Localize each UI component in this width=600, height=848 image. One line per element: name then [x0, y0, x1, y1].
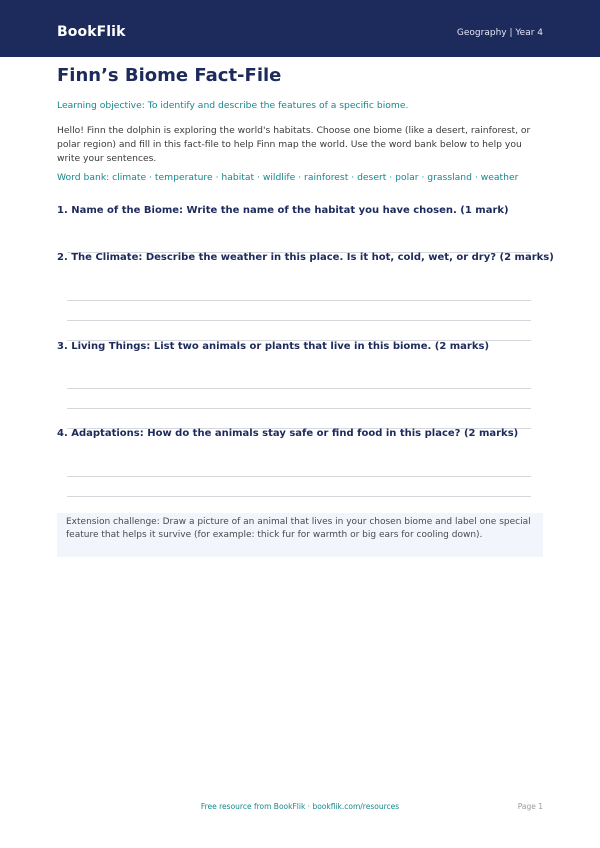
learning-objective: Learning objective: To identify and describe the features of a specific biome.: [57, 100, 409, 111]
answer-line[interactable]: [67, 496, 531, 497]
word-bank: Word bank: climate · temperature · habitat · wildlife · rainforest · desert · polar · grassland · weather: [57, 172, 519, 183]
answer-line[interactable]: [67, 388, 531, 389]
page-header: [0, 0, 600, 57]
answer-line[interactable]: [67, 300, 531, 301]
extension-challenge-text: Extension challenge: Draw a picture of an animal that lives in your chosen biome and label one special feature that helps it survive (for example: thick fur for warmth or big ears for cooling down).: [66, 517, 531, 540]
footer-link[interactable]: Free resource from BookFlik · bookflik.com/resources: [200, 802, 400, 811]
brand-logo: BookFlik: [57, 24, 126, 40]
answer-line[interactable]: [67, 408, 531, 409]
answer-line[interactable]: [67, 320, 531, 321]
page-title: Finn’s Biome Fact-File: [57, 65, 282, 86]
question-3: 3. Living Things: List two animals or plants that live in this biome. (2 marks): [57, 341, 490, 352]
question-4: 4. Adaptations: How do the animals stay safe or find food in this place? (2 marks): [57, 428, 519, 439]
question-1: 1. Name of the Biome: Write the name of the habitat you have chosen. (1 mark): [57, 205, 509, 216]
extension-box: [57, 513, 543, 557]
page-number: Page 1: [517, 802, 543, 811]
question-2: 2. The Climate: Describe the weather in this place. Is it hot, cold, wet, or dry? (2 marks): [57, 252, 554, 263]
subject-year-label: Geography | Year 4: [456, 28, 543, 38]
answer-line[interactable]: [67, 476, 531, 477]
intro-paragraph: Hello! Finn the dolphin is exploring the world's habitats. Choose one biome (like a desert, rainforest, or polar region) and fill in this fact-file to help Finn map the world. Use the word bank below to help you write your sentences.: [57, 125, 531, 164]
